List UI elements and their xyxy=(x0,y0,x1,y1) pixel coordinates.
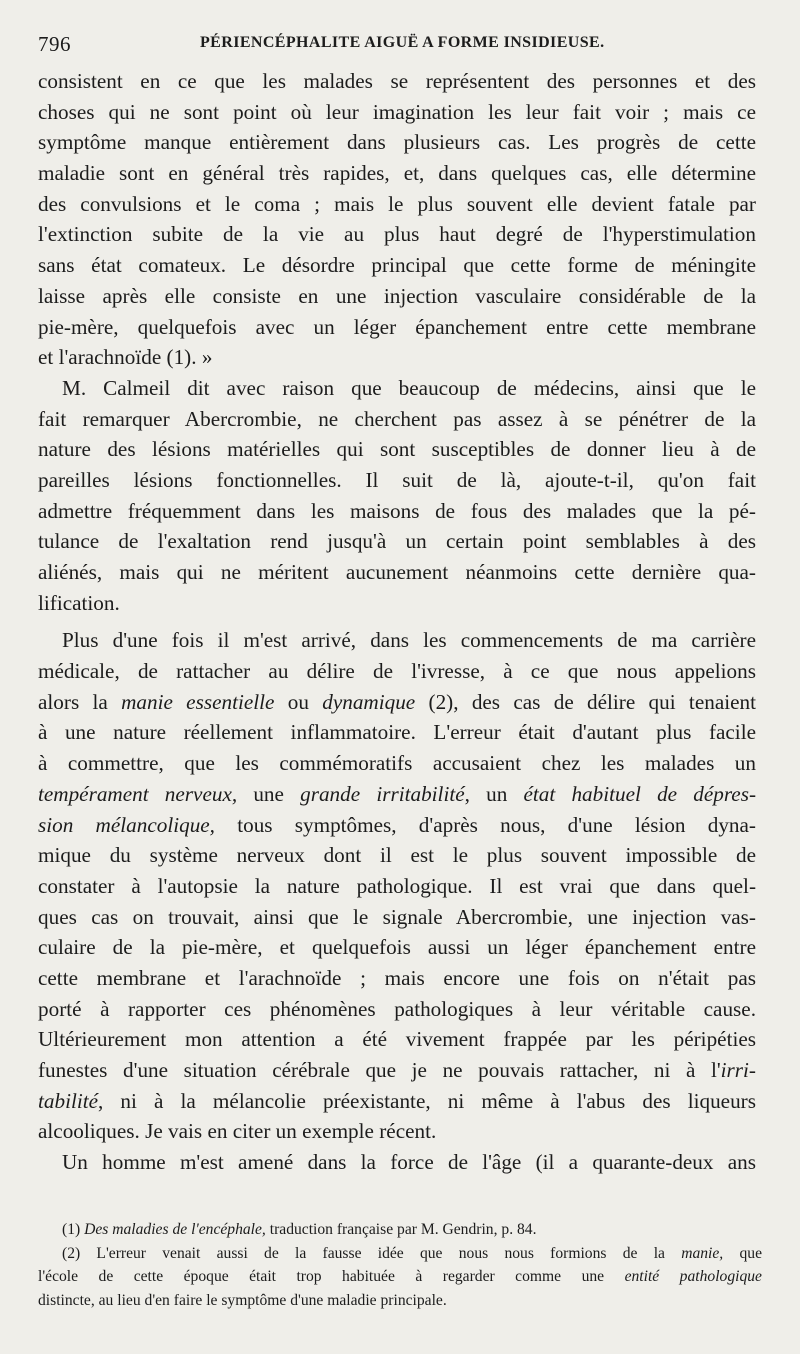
text-line: alors la manie essentielle ou dynamique (2), des cas de délire qui tenaient xyxy=(38,689,756,714)
footnote-2-line: distincte, au lieu d'en faire le symptôme d'une maladie principale. xyxy=(38,1291,447,1309)
text-line: maladie sont en général très rapides, et, dans quelques cas, elle détermine xyxy=(38,161,756,186)
footnote-2-line: l'école de cette époque était trop habituée à regarder comme une entité pathologique xyxy=(38,1268,762,1285)
text-line: des convulsions et le coma ; mais le plus souvent elle devient fatale par xyxy=(38,191,756,216)
text-line: sion mélancolique, tous symptômes, d'après nous, d'une lésion dyna- xyxy=(38,812,756,837)
page-header xyxy=(38,30,768,60)
text-line: lification. xyxy=(38,590,120,615)
text-line: mique du système nerveux dont il est le plus souvent impossible de xyxy=(38,843,756,868)
text-line: consistent en ce que les malades se représentent des personnes et des xyxy=(38,69,756,93)
text-line: aliénés, mais qui ne méritent aucunement néanmoins cette dernière qua- xyxy=(38,560,756,584)
text-line: pie-mère, quelquefois avec un léger épanchement entre cette membrane xyxy=(38,314,756,339)
text-line: à commettre, que les commémoratifs accusaient chez les malades un xyxy=(38,751,756,776)
text-line: admettre fréquemment dans les maisons de fous des malades que la pé- xyxy=(38,498,756,523)
text-line: tulance de l'exaltation rend jusqu'à un certain point semblables à des xyxy=(38,529,756,554)
text-line: alcooliques. Je vais en citer un exemple récent. xyxy=(38,1119,437,1144)
text-line: tempérament nerveux, une grande irritabilité, un état habituel de dépres- xyxy=(38,781,757,806)
footnotes xyxy=(38,1218,762,1312)
footnote-2: (2) L'erreur venait aussi de la fausse idée que nous nous formions de la manie, que xyxy=(62,1244,762,1262)
text-line: culaire de la pie-mère, et quelquefois aussi un léger épanchement entre xyxy=(38,935,756,960)
text-line: l'extinction subite de la vie au plus haut degré de l'hyperstimulation xyxy=(38,222,756,247)
text-line: laisse après elle consiste en une injection vasculaire considérable de la xyxy=(38,283,756,308)
text-line: Plus d'une fois il m'est arrivé, dans les commencements de ma carrière xyxy=(62,628,756,653)
text-line: porté à rapporter ces phénomènes pathologiques à leur véritable cause. xyxy=(38,996,756,1021)
text-line: à une nature réellement inflammatoire. L'erreur était d'autant plus facile xyxy=(38,720,756,745)
text-line: fait remarquer Abercrombie, ne cherchent pas assez à se pénétrer de la xyxy=(38,406,756,431)
text-line: pareilles lésions fonctionnelles. Il suit de là, ajoute-t-il, qu'on fait xyxy=(38,467,756,492)
text-line: Un homme m'est amené dans la force de l'âge (il a quarante-deux ans xyxy=(62,1150,756,1175)
page-number: 796 xyxy=(38,32,71,56)
text-line: constater à l'autopsie la nature pathologique. Il est vrai que dans quel- xyxy=(38,873,756,898)
text-line: médicale, de rattacher au délire de l'ivresse, à ce que nous appelions xyxy=(38,659,756,684)
text-line: symptôme manque entièrement dans plusieurs cas. Les progrès de cette xyxy=(38,130,756,155)
text-line: nature des lésions matérielles qui sont susceptibles de donner lieu à de xyxy=(38,437,756,462)
text-line: et l'arachnoïde (1). » xyxy=(38,345,213,370)
text-line: tabilité, ni à la mélancolie préexistante, ni même à l'abus des liqueurs xyxy=(38,1088,756,1113)
text-line: ques cas on trouvait, ainsi que le signale Abercrombie, une injection vas- xyxy=(38,904,756,929)
text-line: sans état comateux. Le désordre principal que cette forme de méningite xyxy=(38,253,756,278)
text-line: Ultérieurement mon attention a été vivement frappée par les péripéties xyxy=(38,1027,756,1052)
body-text xyxy=(38,66,756,1178)
running-head: PÉRIENCÉPHALITE AIGUË A FORME INSIDIEUSE. xyxy=(200,34,605,51)
text-line: cette membrane et l'arachnoïde ; mais encore une fois on n'était pas xyxy=(38,965,756,990)
text-line: M. Calmeil dit avec raison que beaucoup de médecins, ainsi que le xyxy=(62,375,756,400)
text-line: choses qui ne sont point où leur imagination les leur fait voir ; mais ce xyxy=(38,99,756,124)
text-line: funestes d'une situation cérébrale que je ne pouvais rattacher, ni à l'irri- xyxy=(38,1058,756,1082)
footnote-1: (1) Des maladies de l'encéphale, traduction française par M. Gendrin, p. 84. xyxy=(62,1221,537,1238)
